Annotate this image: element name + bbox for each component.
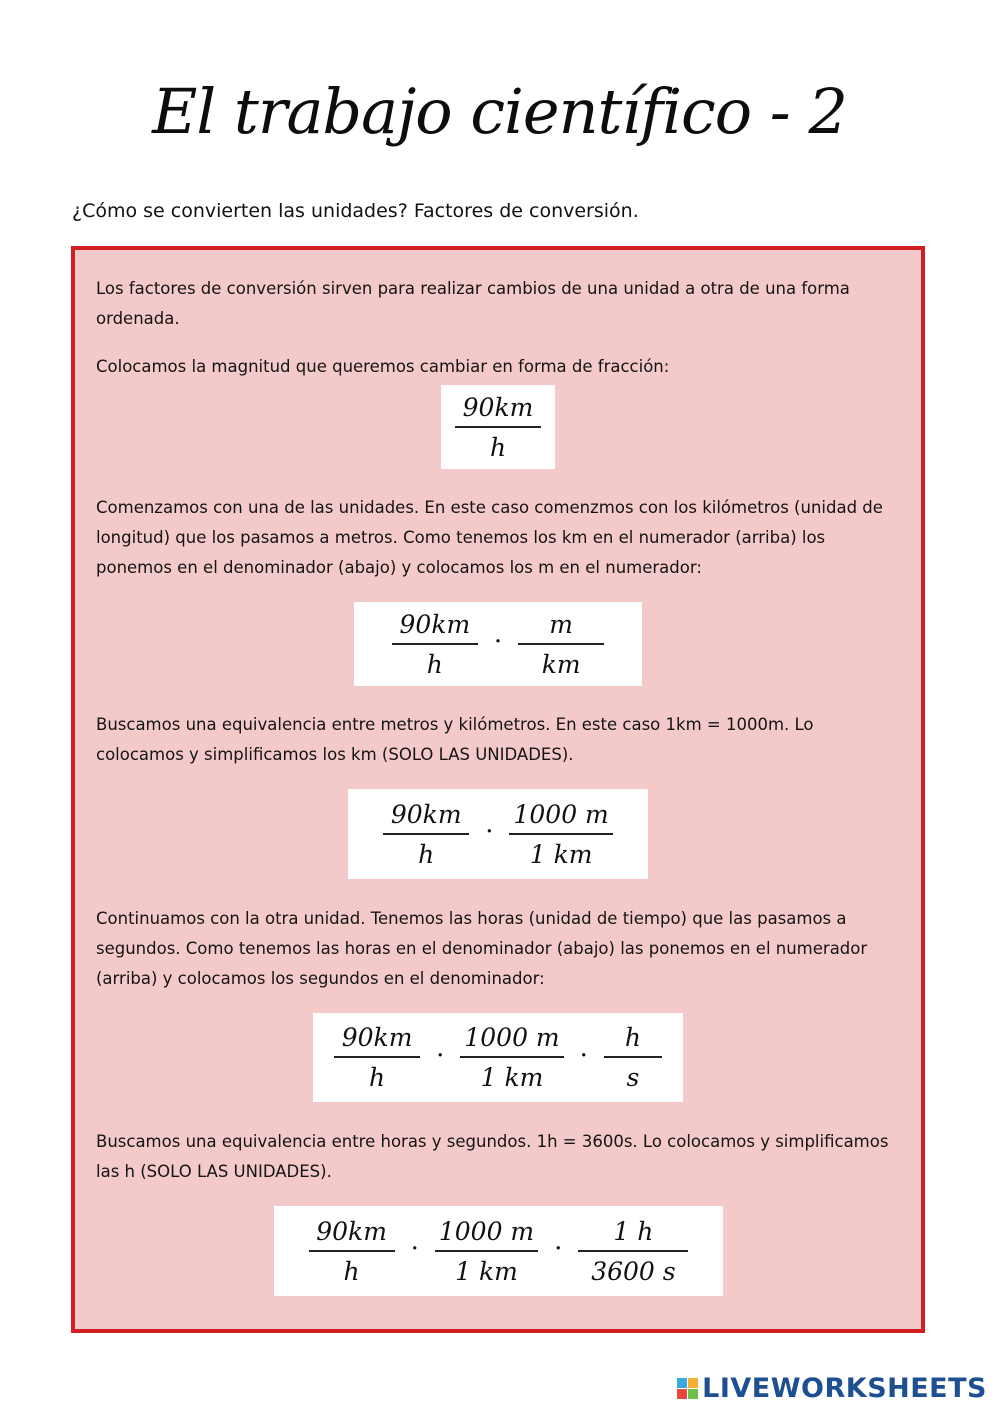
denominator: km [541,649,581,679]
numerator: m [518,612,604,645]
numerator: 1000 m [435,1219,538,1252]
denominator: h [418,839,435,869]
paragraph-fraction: Colocamos la magnitud que queremos cambiar en forma de fracción: [96,357,670,376]
denominator: 3600 s [591,1256,676,1286]
numerator: 1 h [578,1219,688,1252]
formula-5 [274,1206,723,1296]
fraction [435,1216,538,1286]
paragraph-intro: Los factores de conversión sirven para realizar cambios de una unidad a otra de una forma ordenada. [96,279,850,328]
numerator: 90km [334,1025,420,1058]
liveworksheets-logo-icon [677,1378,698,1399]
denominator: h [369,1063,386,1092]
fraction [334,1025,420,1090]
numerator: h [604,1025,662,1058]
fraction [604,1025,662,1090]
brand-name: LIVEWORKSHEETS [702,1373,987,1404]
numerator: 90km [455,395,541,428]
numerator: 1000 m [460,1025,563,1058]
paragraph-equivalence-h: Buscamos una equivalencia entre horas y segundos. 1h = 3600s. Lo colocamos y simplificamos las h (SOLO LAS UNIDADES). [96,1132,889,1181]
formula-1 [441,385,555,469]
formula-3 [348,789,648,879]
fraction [309,1216,395,1286]
page-subtitle: ¿Cómo se convierten las unidades? Factores de conversión. [72,200,639,222]
numerator: 90km [392,612,478,645]
numerator: 1000 m [509,802,612,835]
multiply-dot: · [436,1040,445,1071]
fraction [383,799,469,869]
numerator: 90km [309,1219,395,1252]
denominator: 1 km [455,1256,518,1286]
fraction [509,799,612,869]
numerator: 90km [383,802,469,835]
liveworksheets-brand[interactable] [677,1373,987,1404]
denominator: h [489,432,507,462]
multiply-dot: · [493,627,503,657]
fraction [460,1025,563,1090]
multiply-dot: · [410,1234,419,1264]
formula-2 [354,602,642,686]
fraction [455,392,541,462]
denominator: s [626,1063,640,1092]
formula-4 [313,1013,683,1102]
paragraph-equivalence-km: Buscamos una equivalencia entre metros y kilómetros. En este caso 1km = 1000m. Lo colocamos y simplificamos los km (SOLO LAS UNIDADES). [96,715,814,764]
multiply-dot: · [554,1234,563,1264]
denominator: 1 km [529,839,593,869]
paragraph-start: Comenzamos con una de las unidades. En este caso comenzmos con los kilómetros (unidad de longitud) que los pasamos a metros. Como tenemos los km en el numerador (arriba) los ponemos en el denominador (abajo) y colocamos los m en el numerador: [96,498,883,577]
fraction [518,609,604,679]
denominator: h [343,1256,360,1286]
denominator: 1 km [480,1063,544,1092]
paragraph-hours: Continuamos con la otra unidad. Tenemos las horas (unidad de tiempo) que las pasamos a segundos. Como tenemos las horas en el denominador (abajo) las ponemos en el numerador (arriba) y colocamos los segundos en el denominador: [96,909,868,988]
denominator: h [426,649,443,679]
fraction [392,609,478,679]
multiply-dot: · [579,1040,588,1071]
fraction [578,1216,688,1286]
page-title: El trabajo científico - 2 [152,75,847,148]
multiply-dot: · [485,817,494,847]
